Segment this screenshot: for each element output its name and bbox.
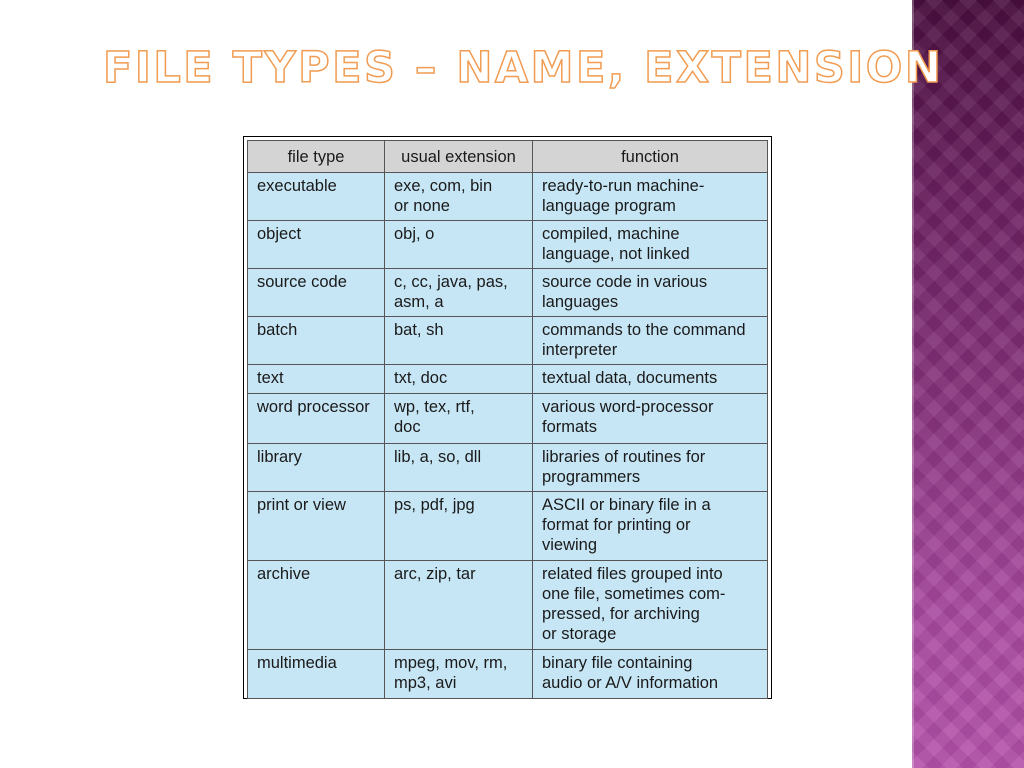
cell-function: commands to the command interpreter xyxy=(533,317,768,365)
cell-usual-extension: c, cc, java, pas, asm, a xyxy=(385,269,533,317)
cell-file-type: multimedia xyxy=(248,650,385,699)
cell-function: libraries of routines for programmers xyxy=(533,444,768,492)
cell-function: ASCII or binary file in a format for printing or viewing xyxy=(533,492,768,561)
cell-file-type: object xyxy=(248,221,385,269)
decorative-side-bar xyxy=(912,0,1024,768)
file-types-table xyxy=(247,140,768,699)
cell-usual-extension: mpeg, mov, rm, mp3, avi xyxy=(385,650,533,699)
file-types-table-frame xyxy=(243,136,772,699)
header-file-type: file type xyxy=(248,141,385,173)
slide-title: FILE TYPES – NAME, EXTENSION xyxy=(103,43,944,93)
cell-usual-extension: exe, com, bin or none xyxy=(385,173,533,221)
header-usual-extension: usual extension xyxy=(385,141,533,173)
cell-function: compiled, machine language, not linked xyxy=(533,221,768,269)
cell-function: various word-processor formats xyxy=(533,394,768,444)
cell-file-type: archive xyxy=(248,561,385,650)
table-row xyxy=(248,173,768,221)
cell-file-type: batch xyxy=(248,317,385,365)
cell-usual-extension: wp, tex, rtf, doc xyxy=(385,394,533,444)
cell-usual-extension: ps, pdf, jpg xyxy=(385,492,533,561)
table-row xyxy=(248,394,768,444)
cell-usual-extension: arc, zip, tar xyxy=(385,561,533,650)
table-row xyxy=(248,365,768,394)
table-row xyxy=(248,492,768,561)
cell-usual-extension: lib, a, so, dll xyxy=(385,444,533,492)
cell-usual-extension: obj, o xyxy=(385,221,533,269)
cell-file-type: executable xyxy=(248,173,385,221)
cell-file-type: source code xyxy=(248,269,385,317)
cell-function: ready-to-run machine- language program xyxy=(533,173,768,221)
cell-usual-extension: bat, sh xyxy=(385,317,533,365)
table-row xyxy=(248,650,768,699)
side-bar-edge xyxy=(912,0,914,768)
table-row xyxy=(248,561,768,650)
cell-function: textual data, documents xyxy=(533,365,768,394)
cell-file-type: print or view xyxy=(248,492,385,561)
table-row xyxy=(248,269,768,317)
header-function: function xyxy=(533,141,768,173)
cell-function: source code in various languages xyxy=(533,269,768,317)
table-header-row xyxy=(248,141,768,173)
cell-file-type: word processor xyxy=(248,394,385,444)
cell-function: related files grouped into one file, sometimes com- pressed, for archiving or storage xyxy=(533,561,768,650)
table-row xyxy=(248,317,768,365)
table-row xyxy=(248,444,768,492)
cell-file-type: library xyxy=(248,444,385,492)
cell-usual-extension: txt, doc xyxy=(385,365,533,394)
table-row xyxy=(248,221,768,269)
cell-file-type: text xyxy=(248,365,385,394)
cell-function: binary file containing audio or A/V information xyxy=(533,650,768,699)
